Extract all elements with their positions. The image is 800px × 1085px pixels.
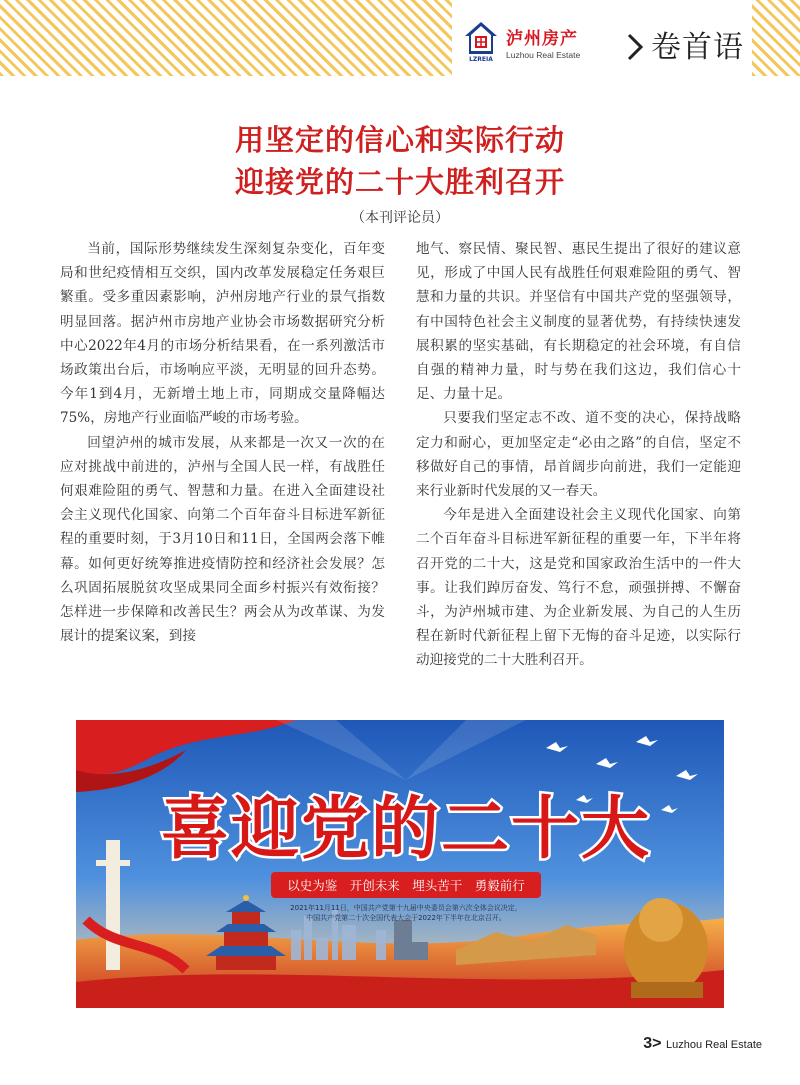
- publication-logo: [463, 20, 499, 66]
- header-stripe-decoration-right: [752, 0, 800, 76]
- paragraph: 只要我们坚定志不改、道不变的决心，保持战略定力和耐心，更加坚定走“必由之路”的自信，坚定不移做好自己的事情，昂首阔步向前进，我们一定能迎来行业新时代发展的又一春天。: [416, 410, 741, 500]
- page-folio: [643, 1035, 762, 1053]
- article-column-left: [60, 237, 385, 648]
- paragraph: 回望泸州的城市发展，从来都是一次又一次的在应对挑战中前进的，泸州与全国人民一样，有战胜任何艰难险阻的勇气、智慧和力量。在进入全面建设社会主义现代化国家、向第二个百年奋斗目标进军新征程的重要时刻，于3月10日和11日，全国两会落下帷幕。如何更好统筹推进疫情防控和经济社会发展？怎么巩固拓展脱贫攻坚成果同全面乡村振兴有效衔接？怎样进一步保障和改善民生？两会从为改革谋、为发展计的提案议案，到接: [60, 434, 385, 645]
- article-title-line1: 用坚定的信心和实际行动: [234, 123, 565, 157]
- logo-caption: LZREIA: [469, 56, 493, 63]
- banner-note-line1: 2021年11月11日，中国共产党第十九届中央委员会第六次全体会议决定，: [290, 904, 522, 912]
- celebration-banner-image: [76, 720, 724, 1008]
- brand-name-cn: 泸州房产: [506, 29, 578, 49]
- brand-name-en: Luzhou Real Estate: [506, 50, 581, 60]
- article-column-right: [416, 237, 741, 673]
- huabiao-column: [106, 840, 120, 970]
- paragraph: 今年是进入全面建设社会主义现代化国家、向第二个百年奋斗目标进军新征程的重要一年，下半年将召开党的二十大，这是党和国家政治生活中的一件大事。让我们踔厉奋发、笃行不怠，顽强拼搏、不懈奋斗，为泸州城市建、为企业新发展、为自己的人生历程在新时代新征程上留下无悔的奋斗足迹，以实际行动迎接党的二十大胜利召开。: [416, 507, 741, 669]
- banner-illustration: [76, 720, 724, 1008]
- banner-note-line2: 中国共产党第二十次全国代表大会于2022年下半年在北京召开。: [306, 914, 506, 922]
- section-title: 卷首语: [651, 30, 744, 65]
- paragraph-continued: 地气、察民情、聚民智、惠民生提出了很好的建议意见，形成了中国人民有战胜任何艰难险阻的勇气、智慧和力量的共识。并坚信有中国共产党的坚强领导，有中国特色社会主义制度的显著优势，有持续快速发展积累的坚实基础，有长期稳定的社会环境，有自信自强的精神力量，时与势在我们这边，我们信心十足、力量十足。: [416, 241, 741, 403]
- brand-block: [506, 30, 580, 60]
- house-logo-icon: [463, 20, 499, 56]
- page-number: 3>: [643, 1035, 662, 1052]
- paragraph: 当前，国际形势继续发生深刻复杂变化，百年变局和世纪疫情相互交织，国内改革发展稳定任务艰巨繁重。受多重因素影响，泸州房地产行业的景气指数明显回落。据泸州市房地产业协会市场数据研究分析中心2022年4月的市场分析结果看，在一系列激活市场政策出台后，市场响应平淡，无明显的回升态势。今年1到4月，无新增土地上市，同期成交量降幅达75%，房地产行业面临严峻的市场考验。: [60, 241, 385, 427]
- header-stripe-decoration: [0, 0, 452, 76]
- footer-publication: Luzhou Real Estate: [665, 1039, 762, 1051]
- banner-headline: 喜迎党的二十大: [160, 789, 652, 869]
- banner-slogan: 以史为鉴 开创未来 埋头苦干 勇毅前行: [287, 878, 525, 893]
- article-byline: （本刊评论员）: [351, 210, 449, 226]
- chevron-right-icon: [625, 32, 645, 62]
- article-title-line2: 迎接党的二十大胜利召开: [234, 165, 565, 199]
- huabiao-crossbar: [96, 860, 130, 866]
